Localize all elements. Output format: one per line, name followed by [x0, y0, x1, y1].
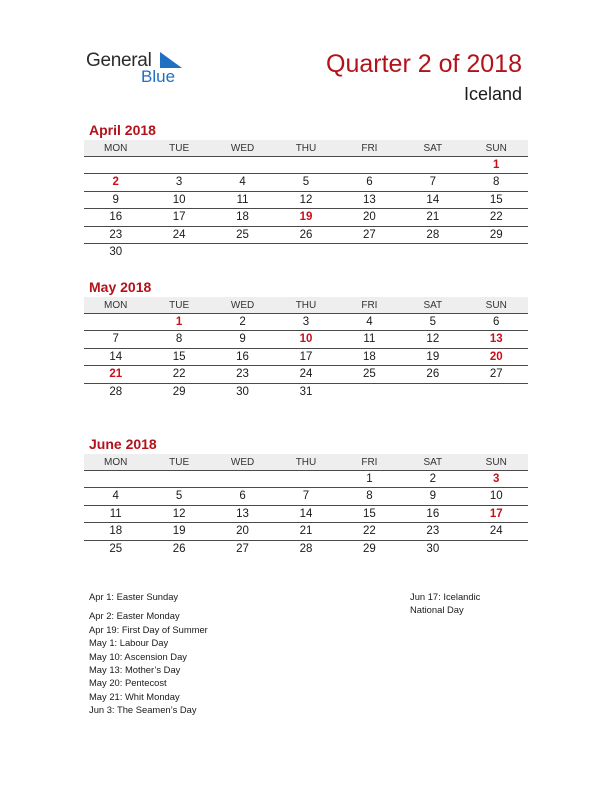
day-cell: 7	[302, 490, 310, 503]
day-cell	[401, 244, 464, 261]
weekday-label: TUE	[169, 457, 190, 468]
day-cell: 13	[363, 193, 376, 206]
holiday-day-cell: 20	[489, 350, 503, 363]
holiday-day-cell: 3	[493, 473, 500, 485]
weekday-label: WED	[230, 300, 255, 311]
day-cell: 14	[426, 193, 440, 206]
holiday-note: Apr 1: Easter Sunday	[89, 591, 179, 602]
weekday-label: WED	[230, 457, 255, 468]
day-cell: 27	[363, 228, 376, 241]
day-cell: 5	[429, 316, 437, 328]
day-cell: 16	[236, 350, 249, 363]
holiday-notes	[89, 590, 208, 717]
holiday-note: May 10: Ascension Day	[89, 650, 187, 662]
weekday-label: SUN	[485, 143, 507, 154]
week-row	[84, 488, 528, 505]
day-cell: 14	[299, 507, 313, 520]
holiday-day-cell: 1	[175, 316, 183, 328]
day-cell: 21	[299, 525, 313, 538]
weekday-label: SAT	[423, 457, 443, 468]
weekday-label: MON	[104, 143, 128, 154]
calendar-grid	[84, 140, 528, 261]
logo-word-general: General	[86, 50, 152, 71]
day-cell: 22	[172, 368, 186, 381]
weekday-label: MON	[104, 300, 128, 311]
day-cell: 22	[363, 525, 376, 538]
week-row	[84, 366, 528, 383]
day-cell: 15	[489, 193, 503, 206]
day-cell: 12	[172, 507, 186, 520]
day-cell	[147, 471, 210, 487]
week-row	[84, 192, 528, 209]
day-cell	[338, 384, 401, 401]
day-cell: 23	[109, 228, 123, 241]
day-cell	[401, 384, 464, 401]
day-cell: 15	[172, 350, 186, 363]
day-cell: 31	[299, 385, 313, 398]
day-cell: 20	[236, 525, 249, 538]
day-cell: 6	[366, 176, 373, 189]
day-cell	[147, 244, 210, 261]
holiday-note: Jun 17: Icelandic	[410, 591, 481, 602]
day-cell: 11	[363, 333, 376, 346]
day-cell: 16	[426, 507, 440, 520]
weekday-label: FRI	[361, 457, 378, 468]
calendar-grid	[84, 297, 528, 401]
day-cell: 25	[236, 228, 249, 241]
weekday-label: TUE	[169, 143, 190, 154]
holiday-notes-right	[410, 590, 500, 617]
month-title: April 2018	[89, 122, 156, 138]
day-cell	[211, 471, 274, 487]
day-cell: 24	[489, 525, 503, 538]
week-row	[84, 314, 528, 331]
day-cell	[465, 384, 528, 401]
day-cell: 9	[239, 333, 246, 346]
day-cell: 17	[172, 211, 186, 224]
day-cell: 27	[489, 368, 503, 381]
day-cell: 1	[366, 473, 373, 485]
week-row	[84, 523, 528, 540]
weekday-label: THU	[295, 300, 317, 311]
month-june	[84, 436, 528, 558]
month-may	[84, 279, 528, 401]
day-cell	[401, 157, 464, 173]
day-cell	[84, 471, 147, 487]
weekday-label: TUE	[169, 300, 190, 311]
day-cell: 19	[172, 525, 186, 538]
day-cell: 29	[172, 385, 186, 398]
day-cell: 4	[239, 176, 246, 189]
weekday-label: MON	[104, 457, 128, 468]
day-cell: 6	[239, 490, 246, 503]
holiday-day-cell: 13	[489, 333, 503, 346]
day-cell: 25	[109, 542, 123, 555]
weekday-header-row	[84, 140, 528, 157]
day-cell: 3	[175, 176, 183, 189]
holiday-note: May 13: Mother’s Day	[89, 664, 181, 676]
day-cell: 2	[239, 316, 246, 328]
day-cell: 19	[426, 350, 440, 363]
weekday-header-row	[84, 454, 528, 471]
day-cell	[274, 157, 337, 173]
holiday-note: May 20: Pentecost	[89, 677, 167, 689]
week-row	[84, 541, 528, 558]
day-cell: 9	[429, 490, 437, 503]
week-row	[84, 227, 528, 244]
day-cell: 28	[426, 228, 440, 241]
page-title: Quarter 2 of 2018	[326, 50, 522, 78]
day-cell: 30	[236, 385, 249, 398]
day-cell: 20	[363, 211, 376, 224]
day-cell: 8	[366, 490, 373, 503]
week-row	[84, 244, 528, 261]
week-row	[84, 349, 528, 366]
holiday-note: Apr 19: First Day of Summer	[89, 623, 208, 635]
day-cell: 30	[109, 245, 123, 258]
week-row	[84, 471, 528, 488]
day-cell: 28	[299, 542, 313, 555]
weekday-label: SAT	[423, 143, 443, 154]
weekday-label: WED	[230, 143, 255, 154]
day-cell	[274, 244, 337, 261]
weekday-header-row	[84, 297, 528, 314]
day-cell	[84, 314, 147, 330]
weekday-label: SUN	[485, 457, 507, 468]
holiday-day-cell: 1	[493, 159, 500, 171]
day-cell: 4	[366, 316, 373, 328]
day-cell: 23	[426, 525, 440, 538]
day-cell	[147, 157, 210, 173]
week-row	[84, 331, 528, 348]
day-cell: 10	[489, 490, 503, 503]
holiday-day-cell: 10	[299, 333, 313, 346]
day-cell: 5	[302, 176, 310, 189]
holiday-note: Apr 2: Easter Monday	[89, 610, 180, 622]
holiday-day-cell: 17	[489, 507, 503, 520]
week-row	[84, 384, 528, 401]
week-row	[84, 174, 528, 191]
day-cell	[84, 157, 147, 173]
day-cell: 11	[109, 507, 122, 520]
day-cell: 6	[493, 316, 500, 328]
day-cell: 9	[112, 193, 119, 206]
day-cell: 18	[109, 525, 123, 538]
day-cell: 21	[426, 211, 440, 224]
day-cell: 18	[363, 350, 376, 363]
holiday-day-cell: 19	[299, 211, 313, 224]
day-cell: 24	[299, 368, 313, 381]
day-cell: 29	[363, 542, 376, 555]
week-row	[84, 157, 528, 174]
holiday-note: Jun 3: The Seamen’s Day	[89, 704, 197, 716]
day-cell: 25	[363, 368, 376, 381]
weekday-label: SUN	[485, 300, 507, 311]
day-cell: 13	[236, 507, 249, 520]
day-cell: 15	[363, 507, 376, 520]
day-cell: 2	[429, 473, 437, 485]
weekday-label: SAT	[423, 300, 443, 311]
day-cell: 27	[236, 542, 249, 555]
day-cell	[465, 244, 528, 261]
day-cell: 14	[109, 350, 123, 363]
holiday-note: May 1: Labour Day	[89, 637, 169, 649]
day-cell: 7	[112, 333, 119, 346]
day-cell: 26	[299, 228, 313, 241]
day-cell: 24	[172, 228, 186, 241]
day-cell	[274, 471, 337, 487]
month-title: May 2018	[89, 279, 152, 295]
day-cell: 3	[302, 316, 310, 328]
day-cell: 28	[109, 385, 123, 398]
day-cell	[211, 157, 274, 173]
day-cell: 10	[172, 193, 186, 206]
day-cell: 8	[175, 333, 183, 346]
logo-triangle-icon	[160, 52, 182, 68]
calendar-grid	[84, 454, 528, 558]
day-cell	[465, 541, 528, 558]
logo-word-blue: Blue	[141, 67, 176, 86]
week-row	[84, 506, 528, 523]
day-cell: 26	[172, 542, 186, 555]
day-cell: 26	[426, 368, 440, 381]
day-cell: 5	[175, 490, 183, 503]
day-cell: 12	[426, 333, 440, 346]
holiday-note: May 21: Whit Monday	[89, 690, 180, 702]
day-cell: 23	[236, 368, 249, 381]
weekday-label: THU	[295, 457, 317, 468]
day-cell	[338, 157, 401, 173]
day-cell: 17	[299, 350, 313, 363]
month-title: June 2018	[89, 436, 157, 452]
day-cell	[338, 244, 401, 261]
day-cell: 29	[489, 228, 503, 241]
day-cell	[211, 244, 274, 261]
weekday-label: FRI	[361, 143, 378, 154]
day-cell: 18	[236, 211, 249, 224]
country-name: Iceland	[463, 84, 522, 104]
holiday-day-cell: 2	[112, 176, 119, 189]
holiday-day-cell: 21	[109, 368, 123, 381]
day-cell: 8	[493, 176, 500, 189]
day-cell: 30	[426, 542, 440, 555]
weekday-label: THU	[295, 143, 317, 154]
day-cell: 22	[489, 211, 503, 224]
month-april	[84, 122, 528, 261]
day-cell: 16	[109, 211, 123, 224]
weekday-label: FRI	[361, 300, 378, 311]
day-cell: 11	[236, 193, 249, 206]
day-cell: 4	[112, 490, 119, 503]
day-cell: 12	[299, 193, 313, 206]
holiday-note: National Day	[410, 604, 464, 616]
week-row	[84, 209, 528, 226]
day-cell: 7	[429, 176, 437, 189]
brand-logo	[86, 50, 196, 90]
